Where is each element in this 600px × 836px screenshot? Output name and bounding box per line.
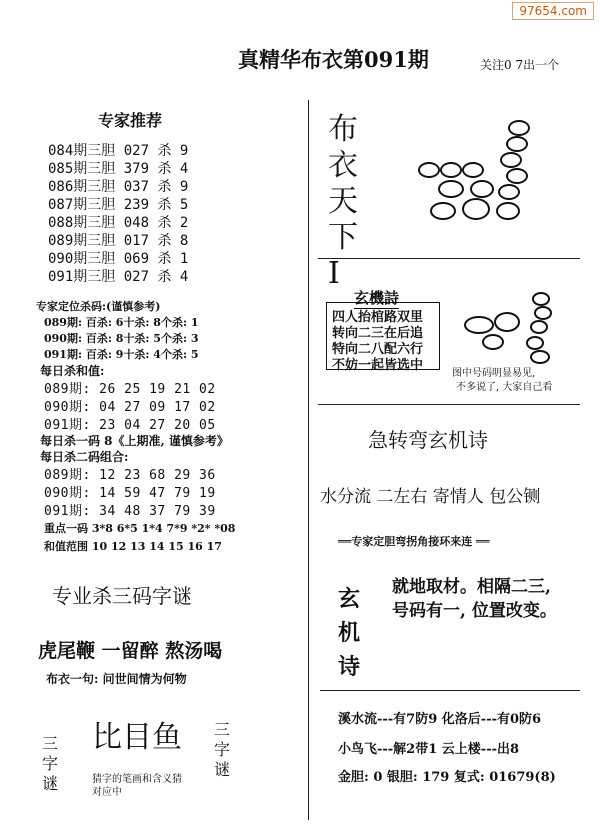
riddle-poem-title: 急转弯玄机诗 [368, 428, 488, 452]
poem-line: 转向二三在后追 [332, 326, 424, 341]
expert-rec-title: 专家推荐 [98, 111, 163, 130]
xuanji-vertical-title: 玄机诗 [338, 586, 361, 680]
position-kill-title: 专家定位杀码:(谨慎参考) [36, 300, 161, 313]
poem-line: 特向二八配六行 [332, 342, 424, 357]
quote-line: 布衣一句: 问世间情为何物 [46, 672, 187, 686]
site-watermark: 97654.com [512, 2, 594, 20]
pick-row: 084期三胆 027 杀 9 [48, 143, 189, 159]
pick-row: 086期三胆 037 杀 9 [48, 179, 189, 195]
poem-line: 四人抬棺路双里 [332, 310, 424, 325]
gold-silver-line: 金胆: 0 银胆: 179 复式: 01679(8) [338, 770, 556, 785]
verse-divider [320, 690, 580, 691]
pick-row: 089期三胆 017 杀 8 [48, 233, 189, 249]
position-kill-row: 090期: 百杀: 8十杀: 5个杀: 3 [44, 332, 199, 345]
xuanji-verse: 就地取材。相隔二三, [392, 577, 551, 597]
sum-kill-title: 每日杀和值: [40, 364, 105, 378]
expert-subtitle: ══专家定胆弯拐角接环来连 ══ [338, 535, 490, 548]
center-divider [308, 100, 309, 820]
two-code-row: 089期: 12 23 68 29 36 [44, 468, 216, 483]
riddle-section-title: 专业杀三码字谜 [52, 584, 192, 608]
riddle-side-label: 三字谜 [42, 734, 59, 793]
right-divider-2 [318, 404, 580, 405]
sum-kill-row: 089期: 26 25 19 21 02 [44, 382, 216, 397]
riddle-poem-line: 水分流 二左右 寄情人 包公铡 [320, 487, 541, 507]
sum-range-line: 和值范围 10 12 13 14 15 16 17 [44, 540, 222, 553]
key-code-line: 重点一码 3*8 6*5 1*4 7*9 *2* *08 [44, 522, 236, 535]
picture-note: 图中号码明显易见, [452, 368, 536, 379]
poem-title: 玄機詩 [354, 289, 400, 307]
two-code-row: 090期: 14 59 47 79 19 [44, 486, 216, 501]
two-code-title: 每日杀二码组合: [40, 450, 129, 464]
position-kill-row: 091期: 百杀: 9十杀: 4个杀: 5 [44, 348, 199, 361]
xuanji-clue-line: 小鸟飞---解2带1 云上楼---出8 [338, 742, 520, 757]
pick-row: 085期三胆 379 杀 4 [48, 161, 189, 177]
riddle-side-label: 三字谜 [214, 720, 231, 779]
pick-row: 088期三胆 048 杀 2 [48, 215, 189, 231]
big-riddle: 比目鱼 [92, 720, 182, 755]
pick-row: 091期三胆 027 杀 4 [48, 269, 189, 285]
picture-note: 不多说了, 大家自己看 [456, 382, 553, 393]
poem-line: 不妨一起皆选中 [332, 358, 424, 373]
riddle-note: 猜字的笔画和含义猜 [92, 774, 182, 785]
pick-row: 090期三胆 069 杀 1 [48, 251, 189, 267]
sum-kill-row: 090期: 04 27 09 17 02 [44, 400, 216, 415]
xuanji-clue-line: 溪水流---有7防9 化洛后---有0防6 [338, 712, 542, 727]
brand-vertical-title: 布衣天下I [328, 112, 358, 291]
idiom-clues: 虎尾鞭 一留醉 熬汤喝 [38, 640, 223, 662]
page-title: 真精华布衣第091期 [238, 47, 429, 72]
two-code-row: 091期: 34 48 37 79 39 [44, 504, 216, 519]
sum-kill-row: 091期: 23 04 27 20 05 [44, 418, 216, 433]
position-kill-row: 089期: 百杀: 6十杀: 8个杀: 1 [44, 316, 199, 329]
riddle-note: 对应中 [92, 787, 122, 798]
xuanji-verse: 号码有一, 位置改变。 [392, 601, 557, 621]
one-code-title: 每日杀一码 8《上期准, 谨慎参考》 [40, 434, 229, 448]
follow-note: 关注0 7出一个 [480, 58, 560, 72]
pick-row: 087期三胆 239 杀 5 [48, 197, 189, 213]
